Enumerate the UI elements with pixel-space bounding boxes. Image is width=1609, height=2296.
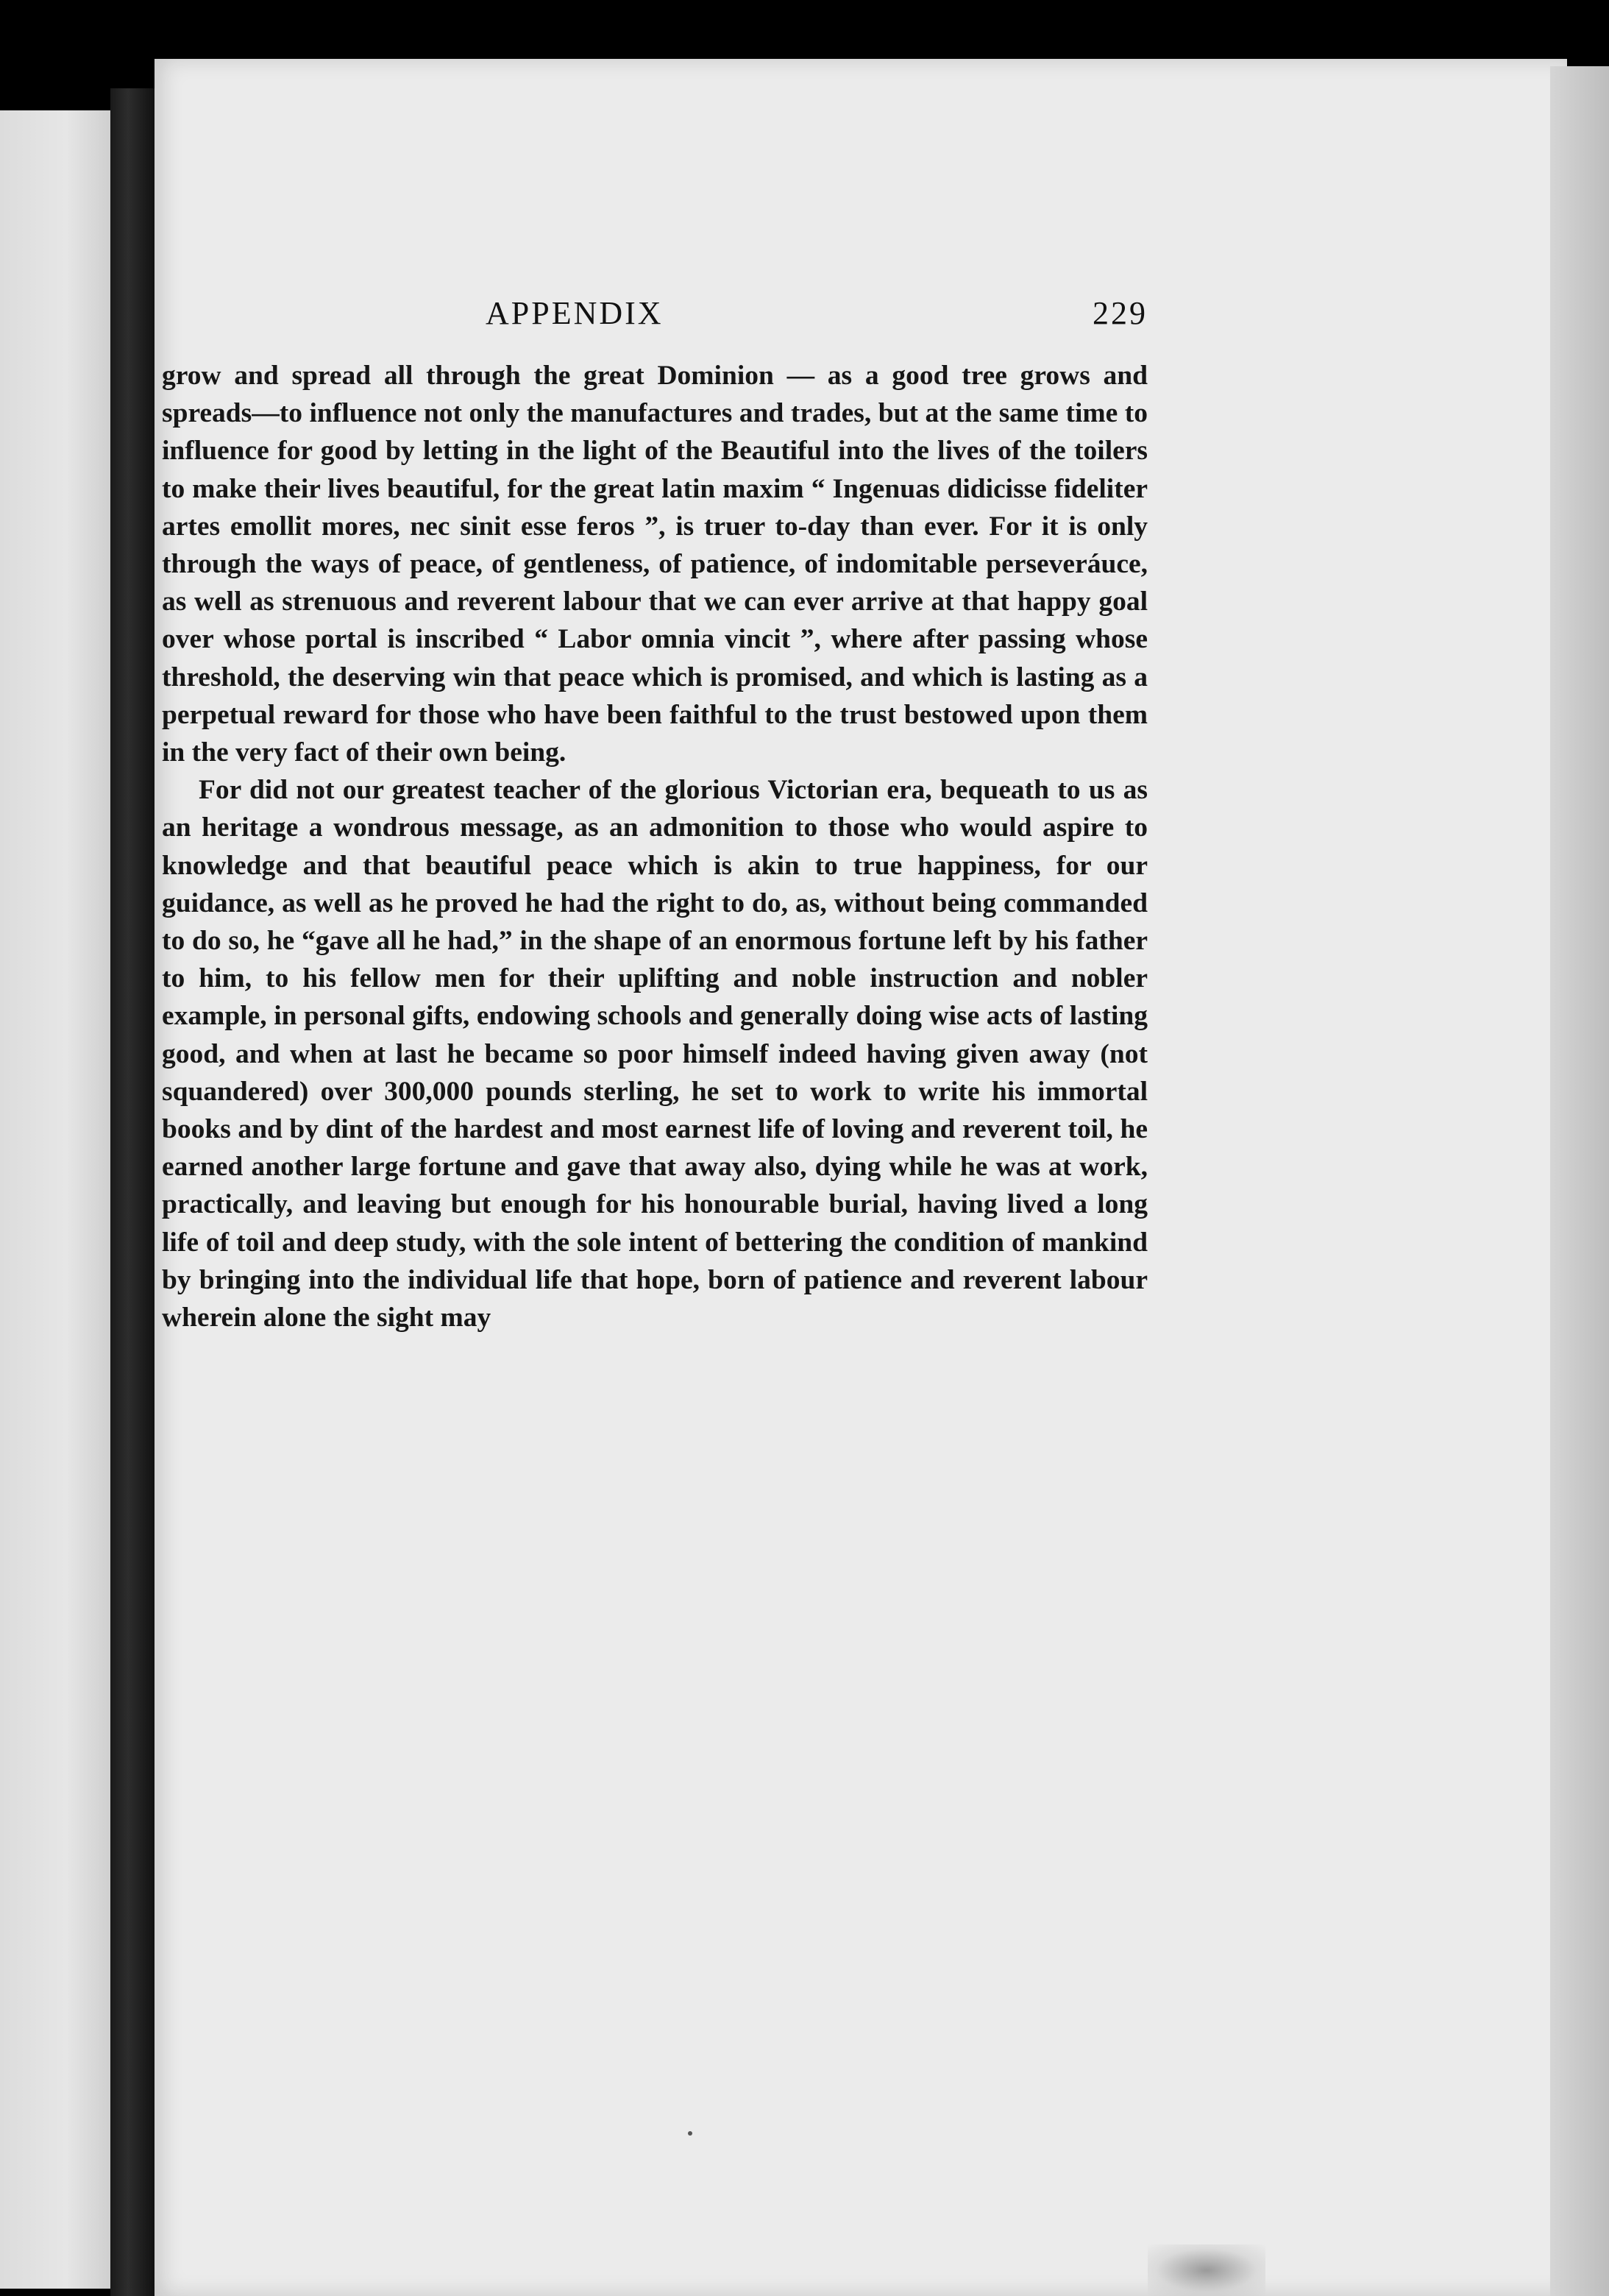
thumb-smudge bbox=[1148, 2244, 1265, 2296]
paragraph-victorian-teacher: For did not our greatest teacher of the glorious Victorian era, bequeath to us as an heritage a wondrous message, as an admonition to those who would aspire to knowledge and that beautiful peace which is akin to true happiness, for our guidance, as well as he proved he had the right to do, as, without being commanded to do so, he “gave all he had,” in the shape of an enormous fortune left by his father to him, to his fellow men for their uplifting and noble instruction and nobler example, in personal gifts, endowing schools and generally doing wise acts of lasting good, and when at last he became so poor himself indeed having given away (not squandered) over 300,000 pounds sterling, he set to work to write his immortal books and by dint of the hardest and most earnest life of loving and reverent toil, he earned another large fortune and gave that away also, dying while he was at work, practically, and leaving but enough for his honourable burial, having lived a long life of toil and deep study, with the sole intent of bettering the condition of mankind by bringing into the individual life that hope, born of patience and reverent labour wherein alone the sight may bbox=[162, 775, 1148, 1333]
paragraph-continuation: grow and spread all through the great Dominion — as a good tree grows and spreads—to influence not only the manufactures and trades, but at the same time to influence for good by letting in the light of the Beautiful into the lives of the toilers to make their lives beautiful, for the great latin maxim “ Ingenuas didicisse fideliter artes emollit mores, nec sinit esse feros ”, is truer to-day than ever. For it is only through the ways of peace, of gentleness, of patience, of indomitable perseveráuce, as well as strenuous and reverent labour that we can ever arrive at that happy goal over whose portal is inscribed “ Labor omnia vincit ”, where after passing whose threshold, the deserving win that peace which is promised, and which is lasting as a perpetual reward for those who have been faithful to the trust bestowed upon them in the very fact of their own being. bbox=[162, 361, 1148, 768]
right-page-edge bbox=[1550, 66, 1609, 2296]
running-head-title: APPENDIX bbox=[486, 295, 664, 331]
previous-page-edge bbox=[0, 110, 110, 2289]
page-number: 229 bbox=[1093, 295, 1148, 331]
running-header bbox=[486, 294, 1148, 361]
book-spine-shadow bbox=[110, 88, 154, 2296]
body-text bbox=[162, 357, 1148, 1336]
ink-speck bbox=[688, 2131, 692, 2136]
